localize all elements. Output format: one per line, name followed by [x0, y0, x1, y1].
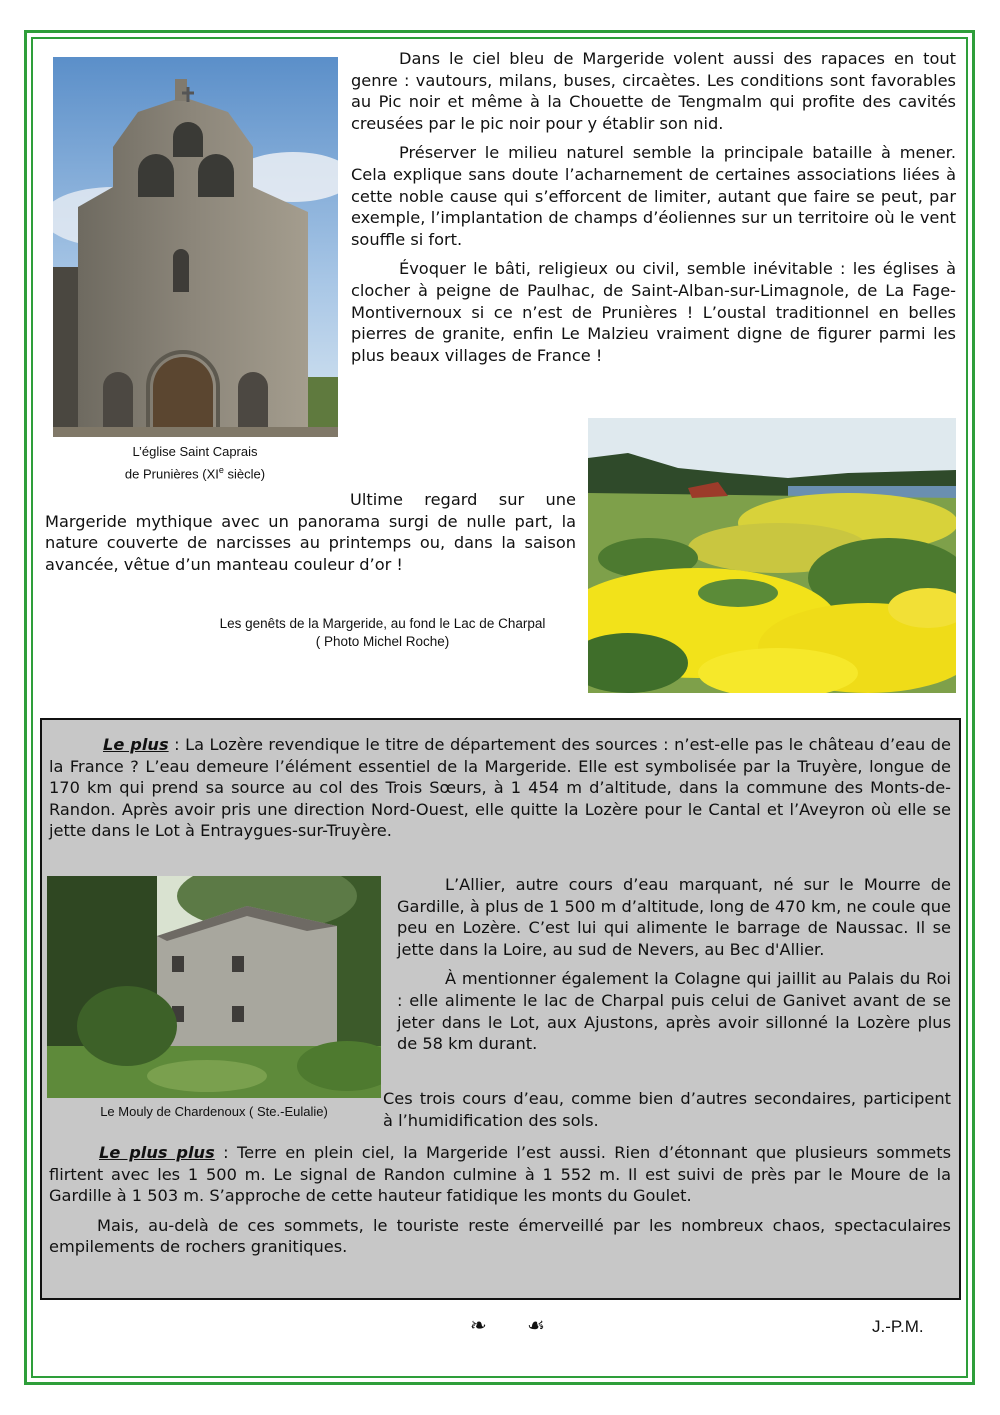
le-plus-plus-paragraph: [49, 1142, 951, 1266]
paragraph-allier: L’Allier, autre cours d’eau marquant, né sur le Mourre de Gardille, à plus de 1 500 m d’altitude, long de 470 km, ne coule que peu en Lozère. C’est lui qui alimente le barrage de Naussac. Il se jette dans la Loire, au sud de Nevers, au Bec d'Allier.: [397, 875, 951, 959]
trois-text: [383, 1088, 951, 1139]
le-plus-plus-text: : Terre en plein ciel, la Margeride l’est aussi. Rien d’étonnant que plusieurs sommets flirtent avec les 1 500 m. Le signal de Randon culmine à 1 552 m. Il est suivi de près par le Moure de la Gardille à 1 503 m. S’approche de cette hauteur fatidique les monts du Goulet.: [49, 1143, 952, 1206]
ornament-right-icon: ☙: [527, 1313, 545, 1337]
le-plus-plus-label: Le plus plus: [99, 1143, 215, 1162]
le-plus-text: : La Lozère revendique le titre de département des sources : n’est-elle pas le château d’eau de la France ? L’eau demeure l’élément essentiel de la Margeride. Elle est symbolisée par la Truyère, longue de 170 km qui prend sa source au col des Trois Sœurs, à 1 454 m d’altitude, dans la commune des Monts-de-Randon. Après avoir pris une direction Nord-Ouest, elle quitte la Lozère pour le Cantal et l’Aveyron où elle se jette dans le Lot à Entraygues-sur-Truyère.: [49, 735, 951, 841]
paragraph-bati: Évoquer le bâti, religieux ou civil, semble inévitable : les églises à clocher à peigne de Paulhac, de Saint-Alban-sur-Limagnole, de La Fage-Montivernoux si ce n’est de Prunières ! L’oustal traditionnel en belles pierres de granite, enfin Le Malzieu vraiment digne de figurer parmi les plus beaux villages de France !: [351, 259, 956, 365]
church-caption-line1: L’église Saint Caprais: [132, 444, 258, 459]
paragraph-mais: Mais, au-delà de ces sommets, le touriste reste émerveillé par les nombreux chaos, spectaculaires empilements de rochers granitiques.: [49, 1215, 951, 1257]
paragraph-trois: Ces trois cours d’eau, comme bien d’autres secondaires, participent à l’humidification des sols.: [383, 1089, 951, 1130]
genets-caption: [190, 615, 575, 651]
ornament-left-icon: ❧: [470, 1313, 487, 1337]
paragraph-rapaces: Dans le ciel bleu de Margeride volent aussi des rapaces en tout genre : vautours, milans, buses, circaètes. Les conditions sont favorables au Pic noir et même à la Chouette de Tengmalm qui profite des cavités creusées par le pic noir pour y établir son nid.: [351, 49, 956, 133]
paragraph-colagne: À mentionner également la Colagne qui jaillit au Palais du Roi : elle alimente le lac de Charpal puis celui de Ganivet avant de se jeter dans le Lot, aux Ajustons, après avoir sillonné la Lozère plus de 58 km durant.: [397, 969, 951, 1054]
mill-caption: Le Mouly de Chardenoux ( Ste.-Eulalie): [100, 1104, 328, 1119]
middle-text: [45, 489, 576, 583]
paragraph-ultime: Ultime regard sur une Margeride mythique avec un panorama surgi de nulle part, la nature couverte de narcisses au printemps ou, dans la saison avancée, vêtue d’un manteau couleur d’or !: [45, 490, 576, 574]
genets-caption-line2: ( Photo Michel Roche): [315, 634, 450, 649]
le-plus-paragraph: [49, 734, 951, 850]
church-photo: [53, 57, 338, 437]
mill-photo: [47, 876, 381, 1098]
paragraph-milieu: Préserver le milieu naturel semble la principale bataille à mener. Cela explique sans doute l’acharnement de certaines associations liées à cette noble cause qui s’efforcent de limiter, autant que faire se peut, par exemple, l’implantation de champs d’éoliennes sur un territoire où le vent souffle si fort.: [351, 143, 956, 249]
top-text: [351, 48, 956, 374]
le-plus-label: Le plus: [103, 735, 169, 754]
rivers-text: [397, 874, 951, 1063]
genets-caption-line1: Les genêts de la Margeride, au fond le Lac de Charpal: [219, 616, 546, 631]
church-caption-line2: de Prunières (XIe siècle): [124, 465, 266, 482]
genets-photo: [588, 418, 956, 693]
church-caption: [80, 443, 310, 483]
signature: J.-P.M.: [872, 1317, 924, 1336]
